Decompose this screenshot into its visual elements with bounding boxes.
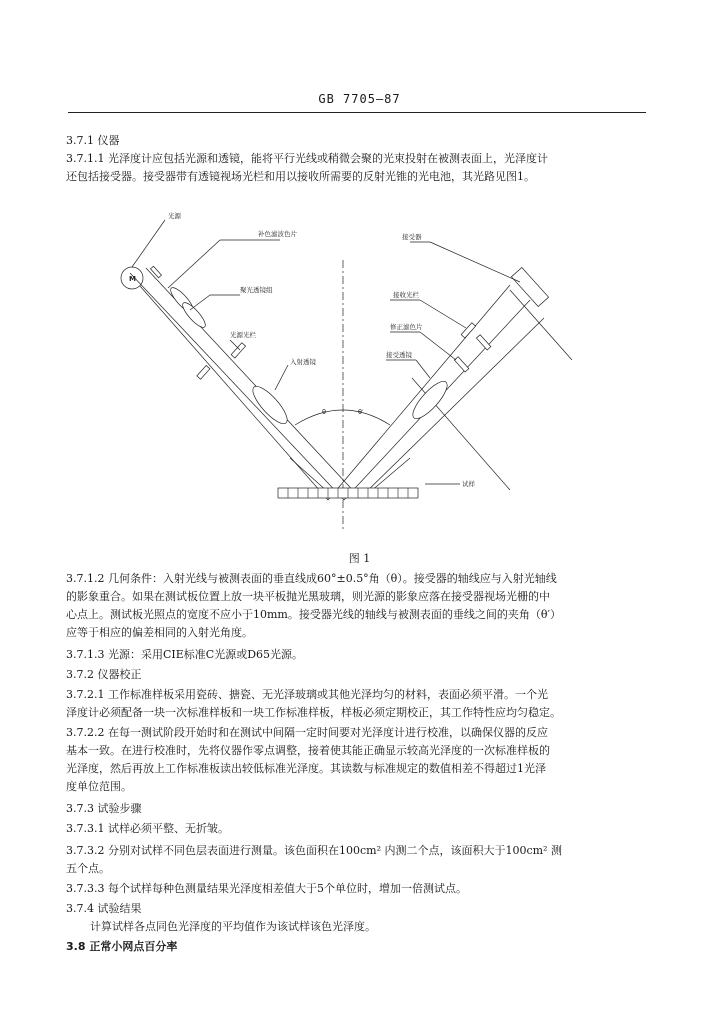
angle-arc — [295, 410, 390, 425]
leader-condenser — [190, 295, 210, 310]
para-3-7-3-1: 3.7.3.1 试样必须平整、无折皱。 — [66, 822, 229, 835]
section-3-8: 3.8 正常小网点百分率 — [66, 940, 178, 953]
para-3-7-2-1: 3.7.2.1 工作标准样板采用瓷砖、搪瓷、无光泽玻璃或其他光泽均匀的材料，表面必须平滑。一个光 — [66, 688, 548, 701]
leader-light-source — [132, 220, 165, 267]
source-aperture-plate — [231, 343, 245, 358]
label-receiver-aperture: 接收光栏 — [393, 291, 419, 299]
para-3-7-1-2-cont3: 应等于相应的偏差相同的入射光角度。 — [66, 626, 253, 639]
label-theta-prime: θ′ — [358, 408, 364, 416]
optical-path-figure — [90, 200, 610, 545]
section-3-7-2: 3.7.2 仪器校正 — [66, 668, 142, 681]
label-incident-lens: 入射透镜 — [290, 358, 316, 366]
para-3-7-1-1-cont: 还包括接受器。接受器带有透镜视场光栏和用以接收所需要的反射光锥的光电池，其光路见图1。 — [66, 170, 535, 183]
figure-caption: 图 1 — [348, 552, 371, 565]
reflected-beam-edge — [328, 285, 510, 500]
label-correction-filter: 修正滤色片 — [390, 323, 423, 331]
label-light-source: 光源 — [168, 212, 181, 220]
para-3-7-3-2: 3.7.3.2 分别对试样不同色层表面进行测量。该色面积在100cm² 内测二个点，该面积大于100cm² 测 — [66, 844, 562, 857]
para-3-7-3-2-cont: 五个点。 — [66, 862, 110, 875]
para-3-7-3-3: 3.7.3.3 每个试样每种色测量结果光泽度相差值大于5个单位时，增加一倍测试点。 — [66, 882, 467, 895]
label-receiver: 接受器 — [402, 233, 422, 241]
label-source-aperture: 光源光栏 — [230, 331, 256, 339]
page-header: GB 7705—87 — [318, 92, 401, 106]
para-3-7-2-2-cont1: 基本一致。在进行校准时，先将仪器作零点调整，接着使其能正确显示较高光泽度的一次标准样板的 — [66, 744, 550, 757]
label-condenser-lens: 聚光透镜组 — [240, 286, 273, 294]
label-lamp-symbol: M — [129, 275, 136, 283]
section-3-7-3: 3.7.3 试验步骤 — [66, 802, 142, 815]
para-3-7-1-2: 3.7.1.2 几何条件：入射光线与被测表面的垂直线成60°±0.5°角（θ）。接受器的轴线应与入射光轴线 — [66, 572, 557, 585]
receiver-box — [511, 267, 548, 306]
para-3-7-2-2-cont3: 度单位范围。 — [66, 780, 132, 793]
leader-source-aperture — [230, 340, 240, 350]
para-3-7-1-3: 3.7.1.3 光源：采用CIE标准C光源或D65光源。 — [66, 648, 304, 661]
leader-color-filter — [168, 240, 220, 288]
label-sample: 试样 — [462, 480, 475, 488]
receiver-aperture-plate — [461, 323, 475, 338]
incident-beam-edge — [130, 273, 344, 500]
para-3-7-4: 计算试样各点同色光泽度的平均值作为该试样该色光泽度。 — [90, 920, 376, 933]
para-3-7-2-2: 3.7.2.2 在每一测试阶段开始时和在测试中间隔一定时间要对光泽度计进行校准，以确保仪器的反应 — [66, 726, 548, 739]
label-color-filter: 补色滤波色片 — [258, 230, 297, 238]
leader-incident-lens — [275, 365, 288, 390]
para-3-7-2-2-cont2: 光泽度，然后再放上工作标准板读出较低标准光泽度。其读数与标准规定的数值相差不得超过1光泽 — [66, 762, 546, 775]
correction-filter-plate — [454, 357, 468, 372]
section-3-7-4: 3.7.4 试验结果 — [66, 902, 142, 915]
para-3-7-1-1: 3.7.1.1 光泽度计应包括光源和透镜，能将平行光线或稍微会聚的光束投射在被测表面上，光泽度计 — [66, 152, 548, 165]
para-3-7-2-1-cont: 泽度计必须配备一块一次标准样板和一块工作标准样板，样板必须定期校正，其工作特性应均匀稳定。 — [66, 706, 561, 719]
para-3-7-1-2-cont1: 的影象重合。如果在测试板位置上放一块平板抛光黑玻璃，则光源的影象应落在接受器视场光栅的中 — [66, 590, 550, 603]
condenser-lens-2 — [180, 300, 209, 330]
header-rule — [68, 112, 646, 113]
para-3-7-1-2-cont2: 心点上。测试板光照点的宽度不应小于10mm。接受器光线的轴线与被测表面的垂线之间的夹角（θ′） — [66, 608, 561, 621]
label-theta: θ — [322, 408, 326, 416]
label-receiver-lens: 接受透镜 — [386, 351, 412, 359]
section-3-7-1: 3.7.1 仪器 — [66, 134, 120, 147]
